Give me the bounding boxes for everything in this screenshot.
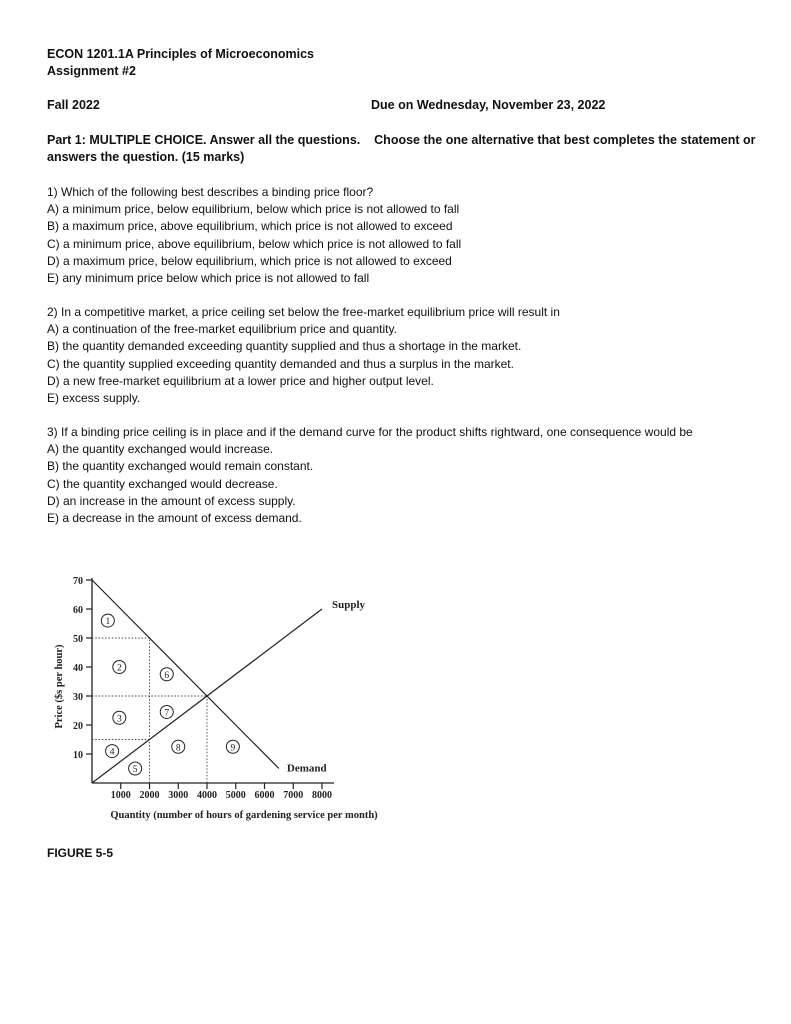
option: D) an increase in the amount of excess supply. bbox=[47, 493, 296, 508]
x-tick-label: 4000 bbox=[197, 790, 217, 801]
assignment-title: Assignment #2 bbox=[47, 64, 136, 78]
x-tick-label: 6000 bbox=[254, 790, 275, 801]
x-tick-label: 7000 bbox=[283, 790, 304, 801]
demand-label: Demand bbox=[286, 762, 327, 775]
area-label: 2 bbox=[116, 663, 122, 674]
y-axis-title: Price ($s per hour) bbox=[54, 644, 65, 729]
x-tick-label: 2000 bbox=[139, 790, 160, 801]
x-tick-label: 5000 bbox=[225, 790, 246, 801]
question-1 bbox=[47, 184, 767, 287]
option: A) a minimum price, below equilibrium, below which price is not allowed to fall bbox=[47, 202, 460, 217]
y-tick-label: 30 bbox=[73, 692, 83, 703]
option: A) a continuation of the free-market equilibrium price and quantity. bbox=[47, 322, 397, 337]
supply-demand-chart bbox=[0, 560, 791, 830]
question-stem: 1) Which of the following best describes a binding price floor? bbox=[47, 185, 374, 199]
area-label: 4 bbox=[109, 747, 115, 758]
x-tick-label: 8000 bbox=[312, 790, 332, 801]
due-date: Due on Wednesday, November 23, 2022 bbox=[371, 98, 606, 112]
part1-instruction: Choose the one alternative that best completes the statement or bbox=[374, 133, 756, 147]
question-3 bbox=[47, 424, 767, 527]
area-label: 3 bbox=[116, 714, 122, 725]
x-axis-title: Quantity (number of hours of gardening service per month) bbox=[110, 810, 378, 821]
option: B) a maximum price, above equilibrium, which price is not allowed to exceed bbox=[47, 219, 453, 234]
y-tick-label: 60 bbox=[73, 605, 83, 616]
option: B) the quantity exchanged would remain constant. bbox=[47, 459, 314, 474]
part1-title: Part 1: MULTIPLE CHOICE. Answer all the questions. bbox=[47, 133, 361, 147]
question-2 bbox=[47, 304, 767, 407]
area-label: 6 bbox=[164, 670, 170, 681]
y-tick-label: 20 bbox=[73, 721, 83, 732]
part1-heading bbox=[47, 132, 756, 166]
x-tick-label: 1000 bbox=[110, 790, 131, 801]
option: E) any minimum price below which price is not allowed to fall bbox=[47, 271, 370, 286]
option: C) a minimum price, above equilibrium, below which price is not allowed to fall bbox=[47, 236, 462, 251]
question-stem: 3) If a binding price ceiling is in place and if the demand curve for the product shifts rightward, one consequence would be bbox=[47, 425, 693, 439]
y-tick-label: 50 bbox=[73, 634, 83, 645]
option: D) a maximum price, below equilibrium, which price is not allowed to exceed bbox=[47, 253, 452, 268]
figure-caption: FIGURE 5-5 bbox=[47, 846, 114, 860]
y-tick-label: 10 bbox=[73, 750, 83, 761]
area-label: 8 bbox=[175, 743, 181, 754]
question-stem: 2) In a competitive market, a price ceiling set below the free-market equilibrium price will result in bbox=[47, 305, 560, 319]
option: E) excess supply. bbox=[47, 391, 141, 406]
option: D) a new free-market equilibrium at a lower price and higher output level. bbox=[47, 373, 434, 388]
supply-label: Supply bbox=[332, 599, 366, 611]
term: Fall 2022 bbox=[47, 98, 100, 112]
part1-instruction-cont: answers the question. (15 marks) bbox=[47, 150, 245, 164]
option: C) the quantity exchanged would decrease. bbox=[47, 476, 278, 491]
y-tick-label: 70 bbox=[73, 576, 83, 587]
y-tick-label: 40 bbox=[73, 663, 83, 674]
option: E) a decrease in the amount of excess demand. bbox=[47, 511, 302, 526]
option: A) the quantity exchanged would increase. bbox=[47, 442, 274, 457]
option: C) the quantity supplied exceeding quantity demanded and thus a surplus in the market. bbox=[47, 356, 514, 371]
area-label: 1 bbox=[105, 617, 111, 628]
x-tick-label: 3000 bbox=[168, 790, 189, 801]
course-title: ECON 1201.1A Principles of Microeconomics bbox=[47, 47, 314, 61]
area-label: 5 bbox=[132, 765, 138, 775]
area-label: 9 bbox=[230, 743, 236, 754]
area-label: 7 bbox=[164, 708, 170, 719]
option: B) the quantity demanded exceeding quantity supplied and thus a shortage in the market. bbox=[47, 339, 522, 354]
series-line-demand bbox=[92, 580, 279, 769]
